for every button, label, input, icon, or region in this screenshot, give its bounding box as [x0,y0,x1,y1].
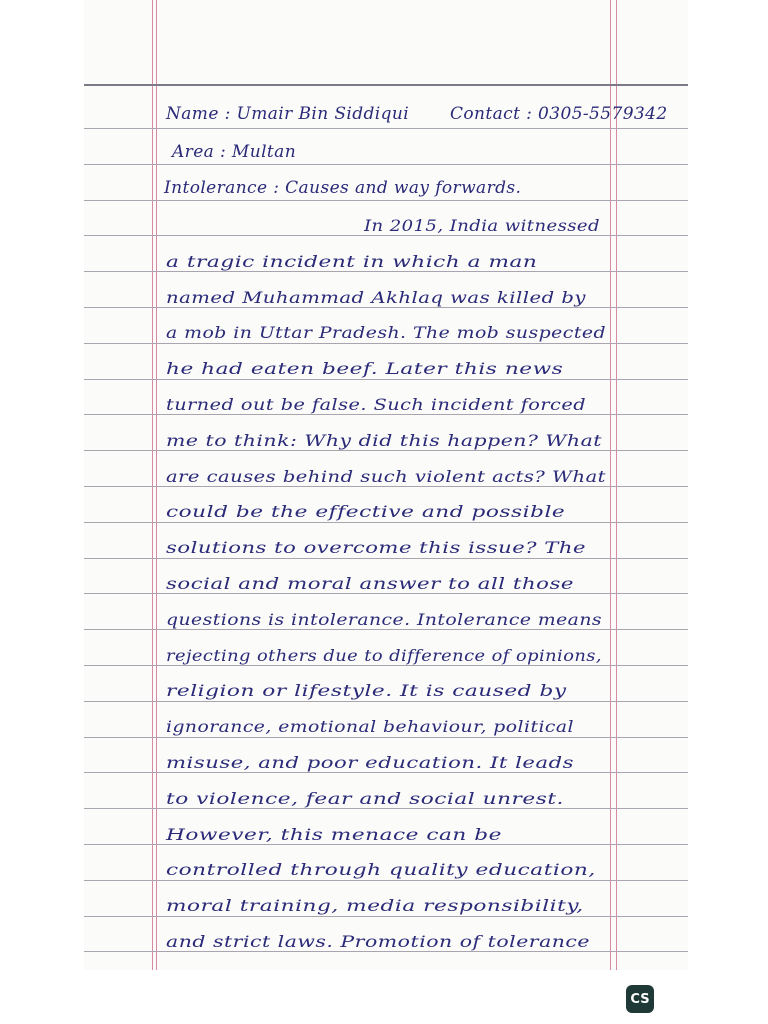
ruled-line [84,200,688,201]
ruled-line [84,307,688,308]
ruled-line [84,414,688,415]
essay-line: However, this menace can be [166,824,502,844]
essay-line: turned out be false. Such incident forced [166,395,586,414]
left-margin-line [152,0,153,970]
ruled-line [84,450,688,451]
area-label: Area : Multan [172,142,297,162]
ruled-line [84,379,688,380]
right-margin-line-2 [616,0,617,970]
essay-line: he had eaten beef. Later this news [166,359,564,379]
ruled-line [84,916,688,917]
ruled-line [84,235,688,236]
essay-line: ignorance, emotional behaviour, political [166,717,574,737]
ruled-line [84,629,688,630]
essay-line: to violence, fear and social unrest. [166,788,564,808]
ruled-line [84,665,688,666]
ruled-line [84,164,688,165]
ruled-line [84,951,688,952]
ruled-line [84,593,688,594]
essay-line: moral training, media responsibility, [166,896,584,916]
essay-line: religion or lifestyle. It is caused by [166,681,567,701]
ruled-line [84,772,688,773]
ruled-line [84,701,688,702]
essay-line: misuse, and poor education. It leads [166,753,574,772]
essay-line: a tragic incident in which a man [166,251,538,271]
essay-line: social and moral answer to all those [166,574,574,593]
ruled-line [84,880,688,881]
camscanner-logo: CS [626,985,654,1013]
essay-line: me to think: Why did this happen? What [166,430,602,450]
ruled-line [84,522,688,523]
ruled-line [84,808,688,809]
right-margin-line [610,0,611,970]
ruled-line [84,558,688,559]
essay-line: a mob in Uttar Pradesh. The mob suspected [166,323,606,343]
essay-line: questions is intolerance. Intolerance means [166,609,602,629]
essay-line: rejecting others due to difference of opinions, [166,645,602,665]
ruled-line [84,343,688,344]
essay-line: are causes behind such violent acts? What [166,466,606,486]
contact-label: Contact : 0305-5579342 [450,104,668,124]
name-label: Name : Umair Bin Siddiqui [166,104,410,124]
essay-line: solutions to overcome this issue? The [166,538,586,558]
ruled-line [84,737,688,738]
top-rule [84,84,688,86]
ruled-line [84,271,688,272]
essay-line: and strict laws. Promotion of tolerance [166,932,590,951]
ruled-line [84,128,688,129]
left-margin-line-2 [156,0,157,970]
essay-line: In 2015, India witnessed [364,216,600,235]
ruled-line [84,844,688,845]
essay-line: controlled through quality education, [166,860,596,880]
essay-title: Intolerance : Causes and way forwards. [164,178,522,198]
essay-line: named Muhammad Akhlaq was killed by [166,287,586,307]
essay-line: could be the effective and possible [166,502,566,522]
ruled-line [84,486,688,487]
